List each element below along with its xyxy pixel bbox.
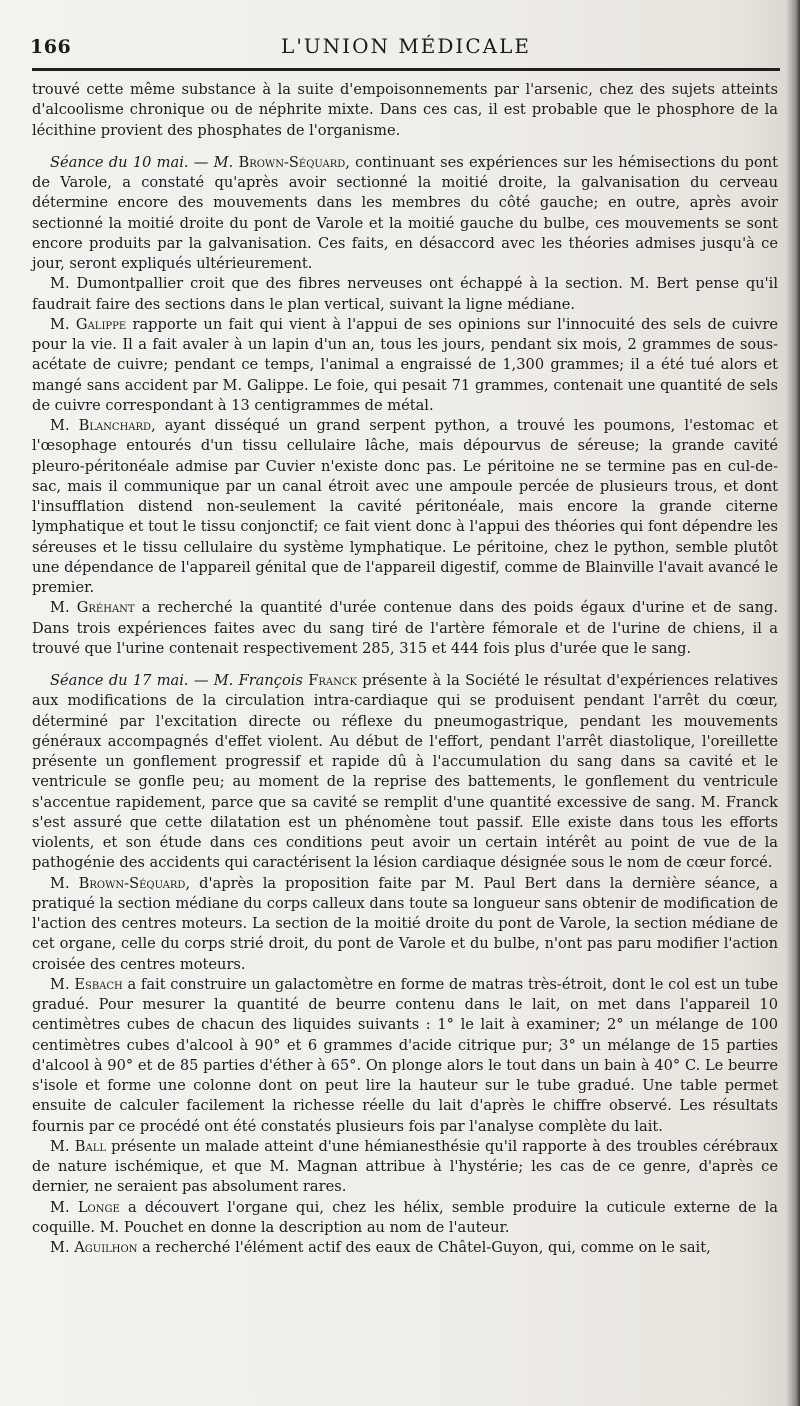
author-name: Brown-Séquard (238, 153, 346, 171)
paragraph-seance-10-mai: Séance du 10 mai. — M. Brown-Séquard, continuant ses expériences sur les hémisections du pont de Varole, a constaté qu'après avoir sectionné la moitié droite, la galvanisation du cerveau détermine encore des mouvements dans les membres du côté gauche; en outre, après avoir sectionné la moitié droite du pont de Varole et la moitié gauche du bulbe, ces mouvements se sont encore produits par la galvanisation. Ces faits, en désaccord avec les théories admises jusqu'à ce jour, seront expliqués ultérieurement. (32, 153, 778, 272)
page-edge-shadow (786, 0, 800, 1406)
author-name: Esbach (74, 975, 123, 993)
paragraph-brown-sequard: M. Brown-Séquard, d'après la proposition faite par M. Paul Bert dans la dernière séance, a pratiqué la section médiane du corps calleux dans toute sa longueur sans obtenir de modification de l'action des centres moteurs. La section de la moitié droite du pont de Varole, la section médiane de cet organe, celle du corps strié droit, du pont de Varole et du bulbe, n'ont pas paru modifier l'action croisée des centres moteurs. (32, 874, 778, 973)
page-header (30, 34, 782, 64)
paragraph-longe: M. Longe a découvert l'organe qui, chez les hélix, semble produire la cuticule externe de la coquille. M. Pouchet en donne la description au nom de l'auteur. (32, 1198, 778, 1236)
paragraph-grehant: M. Gréhant a recherché la quantité d'urée contenue dans des poids égaux d'urine et de sang. Dans trois expériences faites avec du sang tiré de l'artère fémorale et de l'urine de chiens, il a trouvé que l'urine contenait respectivement 285, 315 et 444 fois plus d'urée que le sang. (32, 599, 778, 657)
author-name: Franck (308, 672, 357, 689)
paragraph-continuation: trouvé cette même substance à la suite d'empoisonnements par l'arsenic, chez des sujets atteints d'alcoolisme chronique ou de néphrite mixte. Dans ces cas, il est probable que le phosphore de la lécithine provient des phosphates de l'organisme. (32, 81, 778, 139)
paragraph-blanchard: M. Blanchard, ayant disséqué un grand serpent python, a trouvé les poumons, l'estomac et l'œsophage entourés d'un tissu cellulaire lâche, mais dépourvus de séreuse; la grande cavité pleuro-péritonéale admise par Cuvier n'existe donc pas. Le péritoine ne se termine pas en cul-de-sac, mais il communique par un canal étroit avec une ampoule percée de plusieurs trous, et dont l'insufflation distend non-seulement la cavité péritonéale, mais encore la grande citerne lymphatique et tout le tissu conjonctif; ce fait vient donc à l'appui des théories qui font dépendre les séreuses et le tissu cellulaire du système lymphatique. Le péritoine, chez le python, semble plutôt une dépendance de l'appareil génital que de l'appareil digestif, comme de Blainville l'avait avancé le premier. (32, 417, 778, 596)
author-name: Brown-Séquard (78, 874, 186, 892)
article-body (32, 80, 778, 1258)
paragraph-seance-17-mai: Séance du 17 mai. — M. François Franck présente à la Société le résultat d'expériences relatives aux modifications de la circulation intra-cardiaque qui se produisent pendant l'arrêt du cœur, déterminé par l'excitation directe ou réflexe du pneumogastrique, pendant les mouvements généraux accompagnés d'effet violent. Au début de l'effort, pendant l'arrêt diastolique, l'oreillette présente un gonflement progressif et rapide dû à l'accumulation du sang dans sa cavité et le ventricule se gonfle peu; au moment de la reprise des battements, le gonflement du ventricule s'accentue rapidement, parce que sa cavité se remplit d'une quantité excessive de sang. M. Franck s'est assuré que cette dilatation est un phénomène tout passif. Elle existe dans tous les efforts violents, et son étude dans ces conditions peut avoir un certain intérêt au point de vue de la pathogénie des accidents qui caractérisent la lésion cardiaque désignée sous le nom de cœur forcé. (32, 672, 778, 872)
paragraph-aguilhon: M. Aguilhon a recherché l'élément actif des eaux de Châtel-Guyon, qui, comme on le sait, (50, 1239, 711, 1256)
paragraph-ball: M. Ball présente un malade atteint d'une hémianesthésie qu'il rapporte à des troubles cérébraux de nature ischémique, et que M. Magnan attribue à l'hystérie; les cas de ce genre, d'après ce dernier, ne seraient pas absolument rares. (32, 1137, 778, 1196)
author-name: Ball (74, 1137, 106, 1155)
author-name: Aguilhon (74, 1239, 138, 1256)
header-rule (32, 68, 780, 71)
author-name: Longe (77, 1198, 120, 1216)
sitting-heading: Séance du 10 mai. — M. (50, 153, 239, 171)
running-title: L'UNION MÉDICALE (281, 34, 531, 58)
paragraph-galippe: M. Galippe rapporte un fait qui vient à l'appui de ses opinions sur l'innocuité des sels de cuivre pour la vie. Il a fait avaler à un lapin d'un an, tous les jours, pendant six mois, 2 grammes de sous-acétate de cuivre; pendant ce temps, l'animal a engraissé de 1,300 grammes; il a été tué alors et mangé sans accident par M. Galippe. Le foie, qui pesait 71 grammes, contenait une quantité de sels de cuivre correspondant à 13 centigrammes de métal. (32, 315, 778, 414)
sitting-heading: Séance du 17 mai. — M. François (50, 672, 309, 689)
paragraph-esbach: M. Esbach a fait construire un galactomètre en forme de matras très-étroit, dont le col est un tube gradué. Pour mesurer la quantité de beurre contenu dans le lait, on met dans l'appareil 10 centimètres cubes de chacun des liquides suivants : 1° le lait à examiner; 2° un mélange de 100 centimètres cubes d'alcool à 90° et 6 grammes d'acide citrique pur; 3° un mélange de 15 parties d'alcool à 90° et de 85 parties d'éther à 65°. On plonge alors le tout dans un bain à 40° C. Le beurre s'isole et forme une colonne dont on peut lire la hauteur sur le tube gradué. Une table permet ensuite de calculer facilement la richesse réelle du lait d'après le chiffre observé. Les résultats fournis par ce procédé ont été constatés plusieurs fois par l'analyse complète du lait. (32, 975, 778, 1135)
author-name: Blanchard (78, 417, 152, 434)
author-name: Galippe (75, 315, 127, 333)
author-name: Gréhant (76, 599, 135, 617)
page-number: 166 (30, 36, 72, 58)
paragraph-dumontpallier: M. Dumontpallier croit que des fibres nerveuses ont échappé à la section. M. Bert pense qu'il faudrait faire des sections dans le plan vertical, suivant la ligne médiane. (32, 275, 778, 313)
